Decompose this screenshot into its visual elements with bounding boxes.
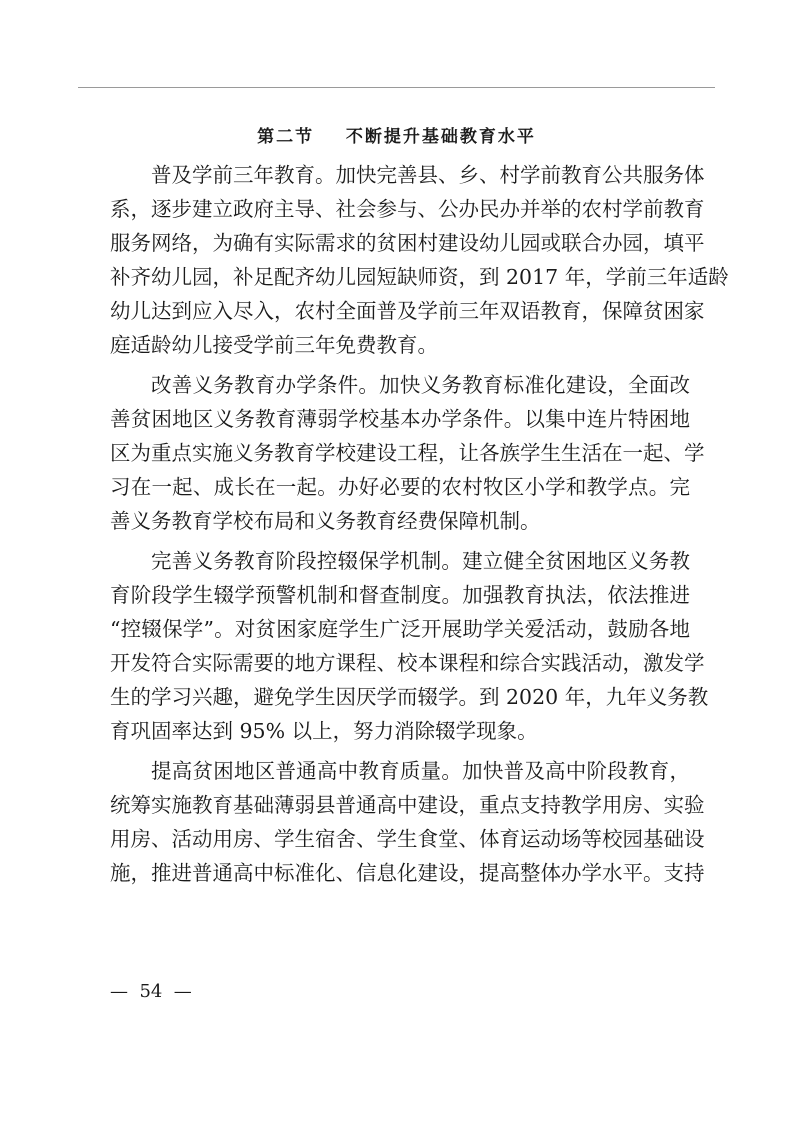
paragraph-dropout-control [110, 544, 709, 748]
text-line: 统筹实施教育基础薄弱县普通高中建设，重点支持教学用房、实验 [110, 793, 705, 817]
text-line: 用房、活动用房、学生宿舍、学生食堂、体育运动场等校园基础设 [110, 827, 705, 851]
paragraph-high-school [110, 754, 705, 890]
text-line: 习在一起、成长在一起。办好必要的农村牧区小学和教学点。完 [110, 475, 690, 499]
text-line: 幼儿达到应入尽入，农村全面普及学前三年双语教育，保障贫困家 [110, 299, 705, 323]
text-line: 区为重点实施义务教育学校建设工程，让各族学生生活在一起、学 [110, 441, 705, 465]
text-line: 改善义务教育办学条件。加快义务教育标准化建设，全面改 [151, 373, 690, 397]
text-line: 庭适龄幼儿接受学前三年免费教育。 [110, 333, 438, 357]
paragraph-preschool [110, 158, 729, 362]
text-line: 善义务教育学校布局和义务教育经费保障机制。 [110, 509, 541, 533]
text-line: 普及学前三年教育。加快完善县、乡、村学前教育公共服务体 [151, 163, 705, 187]
text-line: 善贫困地区义务教育薄弱学校基本办学条件。以集中连片特困地 [110, 407, 690, 431]
text-line: 育阶段学生辍学预警机制和督查制度。加强教育执法，依法推进 [110, 583, 690, 607]
text-line: 系，逐步建立政府主导、社会参与、公办民办并举的农村学前教育 [110, 197, 705, 221]
text-line: 服务网络，为确有实际需求的贫困村建设幼儿园或联合办园，填平 [110, 231, 705, 255]
text-line: 生的学习兴趣，避免学生因厌学而辍学。到 2020 年，九年义务教 [110, 685, 709, 709]
body-text [110, 158, 729, 896]
text-line: “控辍保学”。对贫困家庭学生广泛开展助学关爱活动，鼓励各地 [110, 617, 690, 641]
section-title: 第二节 不断提升基础教育水平 [257, 127, 536, 147]
text-line: 开发符合实际需要的地方课程、校本课程和综合实践活动，激发学 [110, 651, 705, 675]
text-line: 完善义务教育阶段控辍保学机制。建立健全贫困地区义务教 [151, 549, 690, 573]
page-number: — 54 — [110, 981, 192, 1002]
paragraph-compulsory-conditions [110, 368, 705, 538]
text-line: 提高贫困地区普通高中教育质量。加快普及高中阶段教育， [151, 759, 690, 783]
text-line: 补齐幼儿园，补足配齐幼儿园短缺师资，到 2017 年，学前三年适龄 [110, 265, 729, 289]
text-line: 育巩固率达到 95% 以上，努力消除辍学现象。 [110, 719, 538, 743]
header-rule [78, 87, 715, 88]
text-line: 施，推进普通高中标准化、信息化建设，提高整体办学水平。支持 [110, 861, 705, 885]
